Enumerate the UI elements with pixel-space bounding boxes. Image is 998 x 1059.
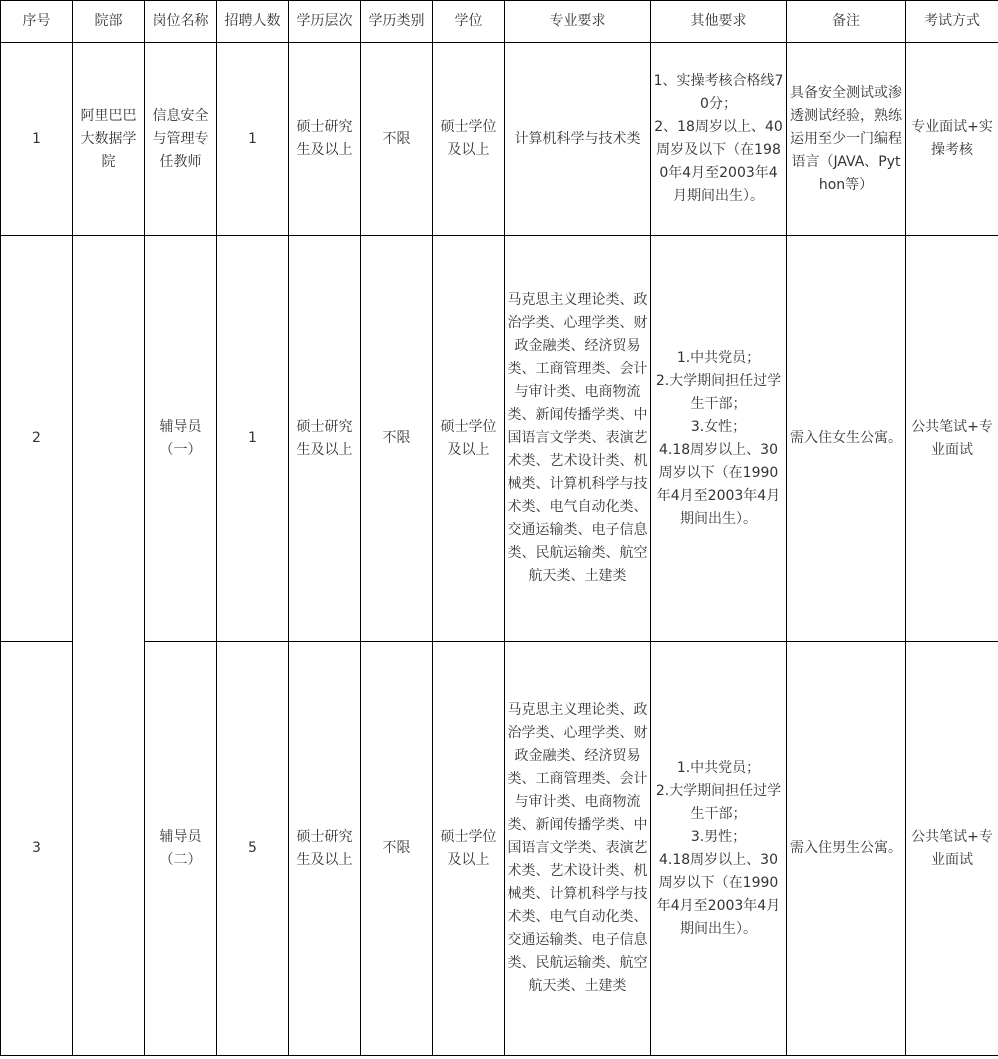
cell-edu-level: 硕士研究生及以上 — [289, 43, 361, 236]
header-position: 岗位名称 — [145, 1, 217, 43]
cell-edu-type: 不限 — [361, 43, 433, 236]
header-dept: 院部 — [73, 1, 145, 43]
cell-other: 1.中共党员； 2.大学期间担任过学生干部； 3.女性； 4.18周岁以上、30周岁以下（在1990年4月至2003年4月期间出生）。 — [651, 236, 787, 642]
cell-position: 辅导员（一） — [145, 236, 217, 642]
cell-exam: 公共笔试+专业面试 — [906, 642, 998, 1056]
header-edu-type: 学历类别 — [361, 1, 433, 43]
header-count: 招聘人数 — [217, 1, 289, 43]
header-edu-level: 学历层次 — [289, 1, 361, 43]
header-other: 其他要求 — [651, 1, 787, 43]
cell-major: 计算机科学与技术类 — [505, 43, 651, 236]
cell-edu-type: 不限 — [361, 642, 433, 1056]
cell-degree: 硕士学位及以上 — [433, 236, 505, 642]
cell-no: 1 — [1, 43, 73, 236]
header-exam: 考试方式 — [906, 1, 998, 43]
table-row — [1, 43, 998, 236]
cell-exam: 专业面试+实操考核 — [906, 43, 998, 236]
cell-other: 1.中共党员； 2.大学期间担任过学生干部； 3.男性； 4.18周岁以上、30周岁以下（在1990年4月至2003年4月期间出生）。 — [651, 642, 787, 1056]
cell-edu-level: 硕士研究生及以上 — [289, 236, 361, 642]
cell-major: 马克思主义理论类、政治学类、心理学类、财政金融类、经济贸易类、工商管理类、会计与审计类、电商物流类、新闻传播学类、中国语言文学类、表演艺术类、艺术设计类、机械类、计算机科学与技术类、电气自动化类、交通运输类、电子信息类、民航运输类、航空航天类、土建类 — [505, 236, 651, 642]
cell-no: 2 — [1, 236, 73, 642]
cell-dept-merged — [73, 236, 145, 1056]
cell-position: 信息安全与管理专任教师 — [145, 43, 217, 236]
cell-other: 1、实操考核合格线70分； 2、18周岁以上、40周岁及以下（在1980年4月至2003年4月期间出生）。 — [651, 43, 787, 236]
cell-exam: 公共笔试+专业面试 — [906, 236, 998, 642]
cell-remark: 具备安全测试或渗透测试经验，熟练运用至少一门编程语言（JAVA、Python等） — [787, 43, 906, 236]
cell-count: 1 — [217, 43, 289, 236]
cell-degree: 硕士学位及以上 — [433, 642, 505, 1056]
table-row — [1, 642, 998, 1056]
header-remark: 备注 — [787, 1, 906, 43]
cell-edu-type: 不限 — [361, 236, 433, 642]
cell-no: 3 — [1, 642, 73, 1056]
cell-remark: 需入住女生公寓。 — [787, 236, 906, 642]
cell-count: 5 — [217, 642, 289, 1056]
cell-count: 1 — [217, 236, 289, 642]
cell-edu-level: 硕士研究生及以上 — [289, 642, 361, 1056]
header-row — [1, 1, 998, 43]
cell-degree: 硕士学位及以上 — [433, 43, 505, 236]
cell-position: 辅导员（二） — [145, 642, 217, 1056]
cell-major: 马克思主义理论类、政治学类、心理学类、财政金融类、经济贸易类、工商管理类、会计与审计类、电商物流类、新闻传播学类、中国语言文学类、表演艺术类、艺术设计类、机械类、计算机科学与技术类、电气自动化类、交通运输类、电子信息类、民航运输类、航空航天类、土建类 — [505, 642, 651, 1056]
header-major: 专业要求 — [505, 1, 651, 43]
header-degree: 学位 — [433, 1, 505, 43]
cell-dept: 阿里巴巴大数据学院 — [73, 43, 145, 236]
cell-remark: 需入住男生公寓。 — [787, 642, 906, 1056]
header-no: 序号 — [1, 1, 73, 43]
table-row — [1, 236, 998, 642]
